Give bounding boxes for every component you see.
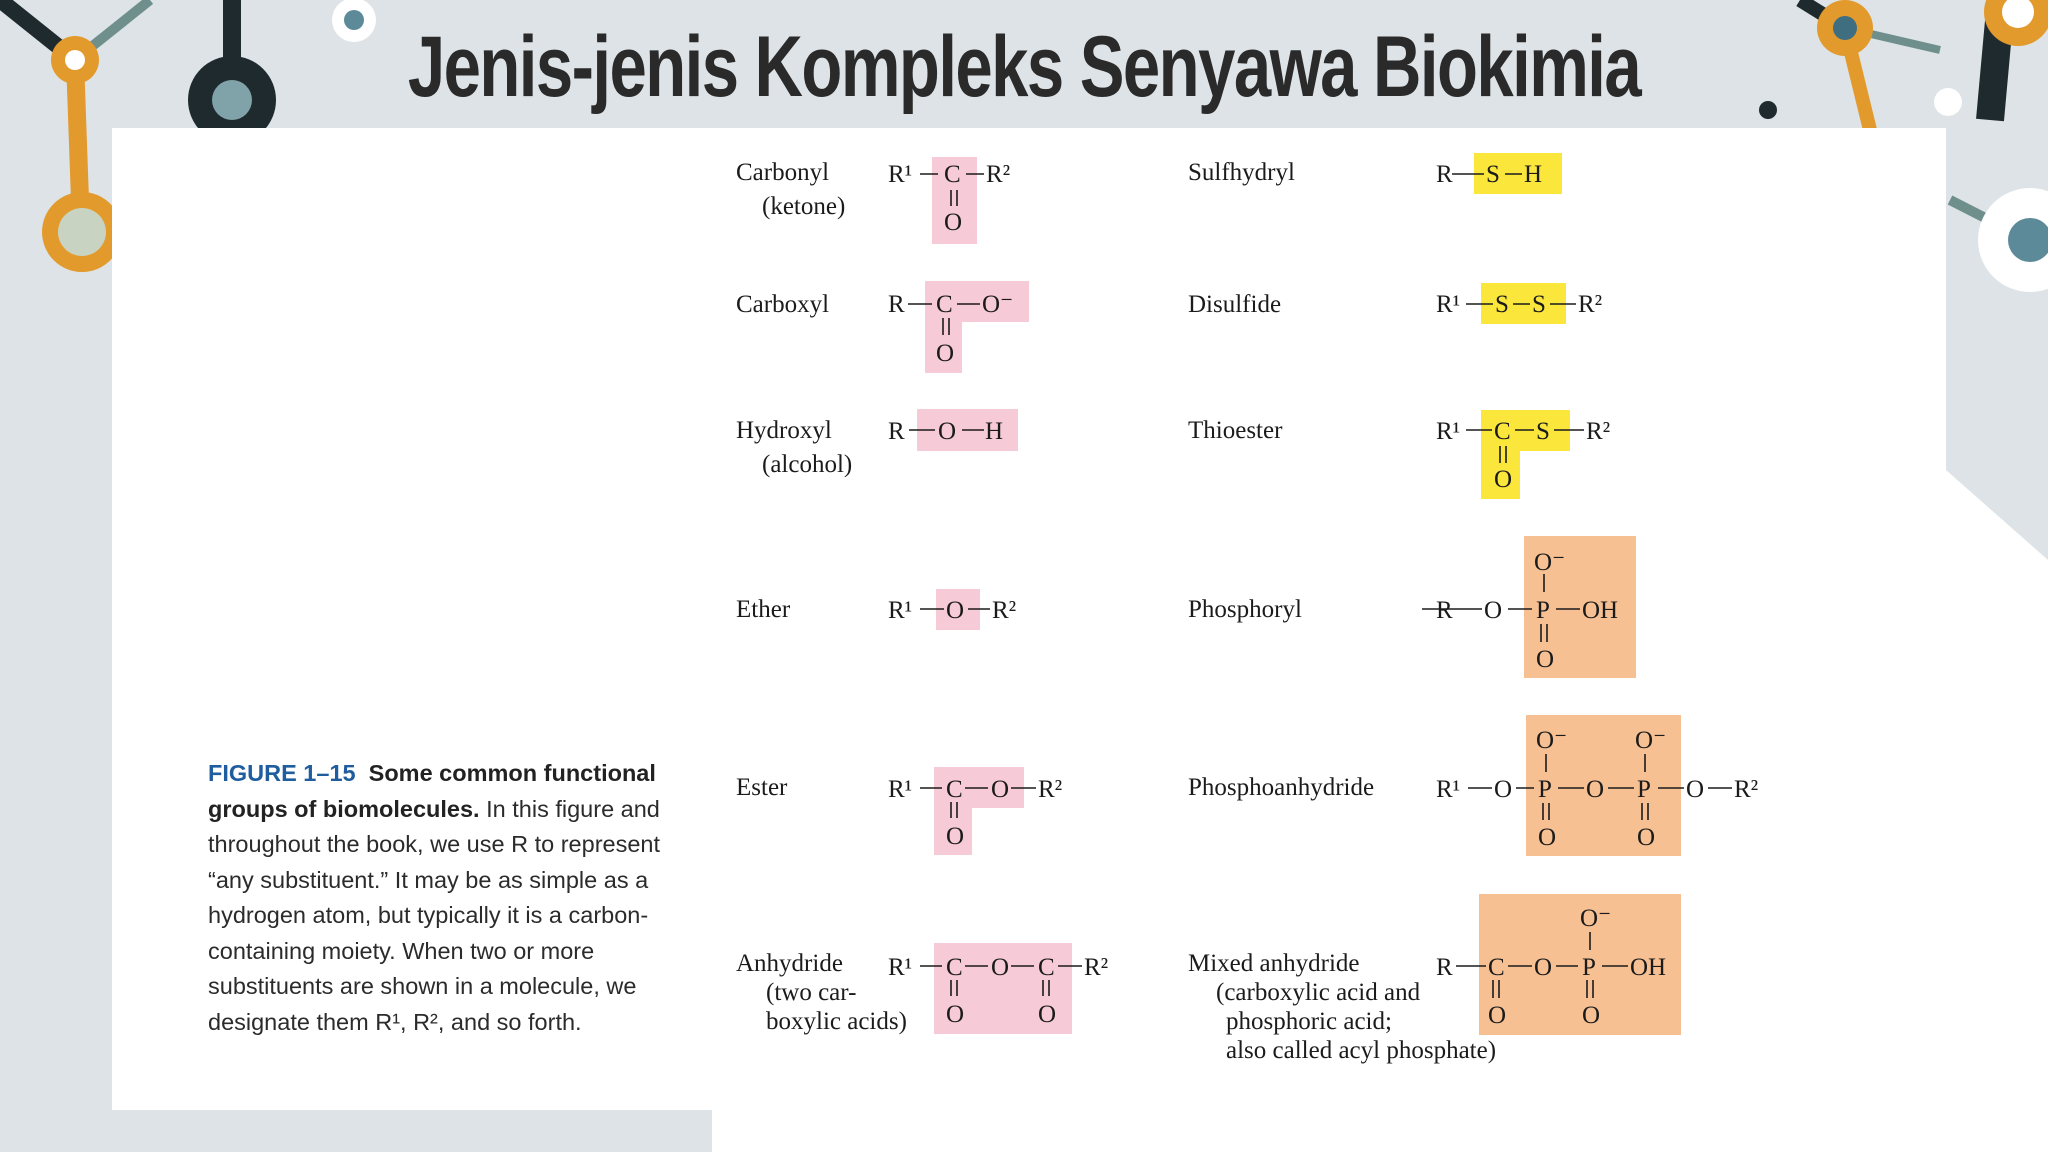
svg-text:R¹: R¹ [1436, 291, 1461, 318]
caption-body-text: In this figure and throughout the book, we use R to represent “any substituent.” It may be as simple as a hydrogen atom, but typically it is a carbon-containing moiety. When two or more substituents are shown in a molecule, we designate them R¹, R², and so forth. [208, 795, 661, 1035]
phosphoryl-label: Phosphoryl [1188, 596, 1302, 623]
svg-text:R¹: R¹ [1436, 776, 1461, 803]
ether-label: Ether [736, 596, 791, 623]
svg-text:O: O [1038, 1001, 1057, 1028]
svg-text:O: O [946, 823, 965, 850]
svg-text:O: O [936, 340, 955, 367]
svg-text:O: O [944, 209, 963, 236]
svg-text:C: C [946, 776, 963, 803]
svg-text:O: O [1582, 1002, 1601, 1029]
svg-text:R²: R² [1038, 776, 1063, 803]
sulfhydryl-label: Sulfhydryl [1188, 159, 1295, 186]
svg-text:O: O [938, 418, 957, 445]
svg-text:O: O [1488, 1002, 1507, 1029]
anhydride-label: Anhydride (two car- boxylic acids) [736, 950, 907, 1035]
sulfhydryl-structure [1436, 161, 1542, 188]
svg-text:O⁻: O⁻ [1580, 905, 1612, 932]
svg-text:R: R [1436, 597, 1453, 624]
svg-text:C: C [1494, 418, 1511, 445]
svg-text:O⁻: O⁻ [1534, 549, 1566, 576]
svg-text:C: C [936, 291, 953, 318]
svg-text:O: O [991, 954, 1010, 981]
highlight-boxes [917, 153, 1681, 1035]
figure-label: FIGURE 1–15 [208, 760, 356, 786]
svg-text:R²: R² [992, 597, 1017, 624]
svg-text:R: R [1436, 161, 1453, 188]
svg-text:O⁻: O⁻ [1635, 727, 1667, 754]
svg-text:H: H [985, 418, 1004, 445]
svg-text:O: O [946, 597, 965, 624]
svg-text:S: S [1486, 161, 1500, 188]
svg-text:O: O [1686, 776, 1705, 803]
svg-text:H: H [1524, 161, 1543, 188]
svg-text:OH: OH [1582, 597, 1619, 624]
svg-text:R¹: R¹ [888, 161, 913, 188]
svg-text:C: C [946, 954, 963, 981]
svg-text:S: S [1536, 418, 1550, 445]
svg-text:C: C [1488, 954, 1505, 981]
svg-text:C: C [1038, 954, 1055, 981]
svg-text:O: O [1536, 646, 1555, 673]
svg-text:R²: R² [986, 161, 1011, 188]
svg-text:P: P [1538, 776, 1552, 803]
svg-text:P: P [1536, 597, 1550, 624]
svg-text:R: R [1436, 954, 1453, 981]
svg-text:R¹: R¹ [1436, 418, 1461, 445]
mixed-anhydride-label: Mixed anhydride (carboxylic acid and phosphoric acid; also called acyl phosphate) [1188, 950, 1497, 1064]
svg-text:R¹: R¹ [888, 597, 913, 624]
svg-text:P: P [1582, 954, 1596, 981]
svg-text:R¹: R¹ [888, 776, 913, 803]
svg-text:O: O [1586, 776, 1605, 803]
svg-text:S: S [1532, 291, 1546, 318]
svg-text:C: C [944, 161, 961, 188]
svg-text:O: O [1494, 466, 1513, 493]
hydroxyl-structure [888, 418, 1003, 445]
svg-text:R: R [888, 291, 905, 318]
slide-title: Jenis-jenis Kompleks Senyawa Biokimia [407, 19, 1641, 115]
svg-text:R²: R² [1734, 776, 1759, 803]
hydroxyl-label: Hydroxyl (alcohol) [736, 417, 853, 478]
svg-text:O: O [946, 1001, 965, 1028]
thioester-label: Thioester [1188, 417, 1283, 444]
carboxyl-label: Carboxyl [736, 291, 830, 318]
svg-text:OH: OH [1630, 954, 1667, 981]
svg-text:R: R [888, 418, 905, 445]
figure-caption [208, 756, 660, 1040]
svg-text:O: O [1538, 824, 1557, 851]
phosphoanhydride-label: Phosphoanhydride [1188, 774, 1375, 801]
svg-text:R²: R² [1586, 418, 1611, 445]
ether-structure [888, 597, 1016, 624]
svg-text:R²: R² [1084, 954, 1109, 981]
svg-text:R²: R² [1578, 291, 1603, 318]
svg-text:R¹: R¹ [888, 954, 913, 981]
svg-text:O⁻: O⁻ [1536, 727, 1568, 754]
svg-text:O: O [1484, 597, 1503, 624]
ester-label: Ester [736, 774, 788, 801]
svg-text:S: S [1495, 291, 1509, 318]
svg-text:P: P [1637, 776, 1651, 803]
svg-text:O: O [1637, 824, 1656, 851]
disulfide-label: Disulfide [1188, 291, 1282, 318]
caption-bold-text: Some common functional groups of biomolecules. [208, 760, 656, 822]
svg-text:O: O [991, 776, 1010, 803]
svg-text:O: O [1494, 776, 1513, 803]
svg-text:O⁻: O⁻ [982, 291, 1014, 318]
svg-text:O: O [1534, 954, 1553, 981]
carbonyl-label: Carbonyl (ketone) [736, 159, 846, 220]
